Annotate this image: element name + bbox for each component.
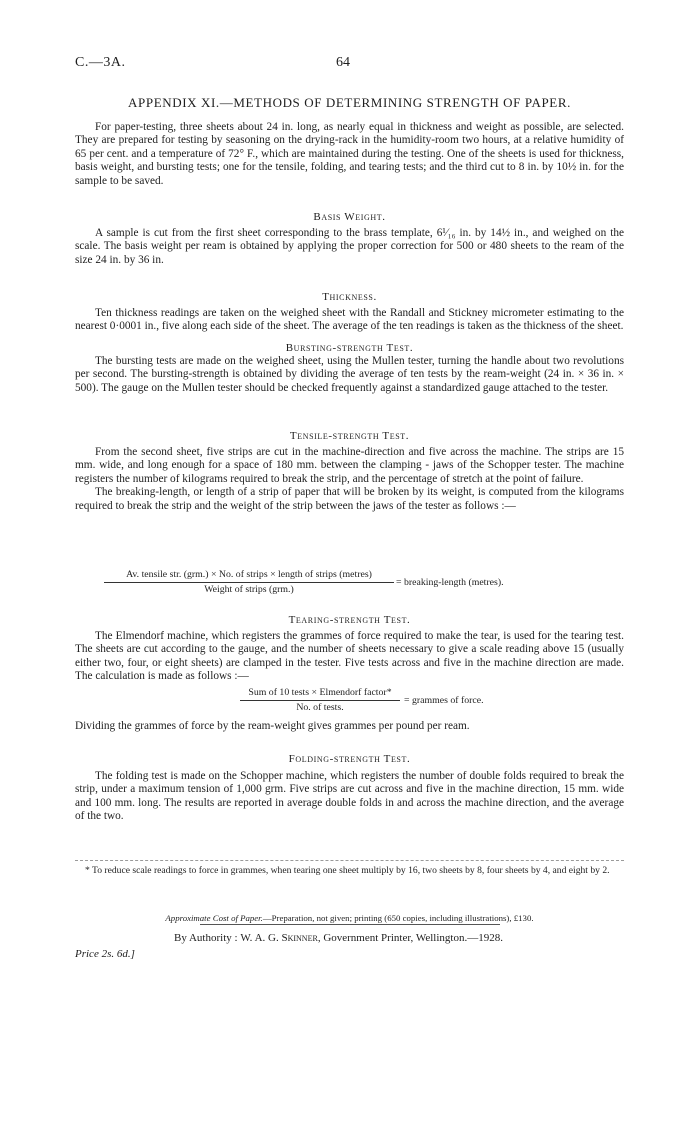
tearing-paragraph-2 <box>75 720 624 733</box>
tearing-text-2: Dividing the grammes of force by the ream-weight gives grammes per pound per ream. <box>75 720 470 732</box>
document-reference: C.—3A. <box>75 55 126 70</box>
appendix-title: APPENDIX XI.—METHODS OF DETERMINING STRENGTH OF PAPER. <box>128 95 571 110</box>
price: Price 2s. 6d.] <box>75 948 135 960</box>
tensile-formula-fraction <box>104 569 394 596</box>
thickness-text: Ten thickness readings are taken on the weighed sheet with the Randall and Stickney micrometer estimating to the nearest 0·0001 in., five along each side of the sheet. The average of the ten readings is taken as the thickness of the sheet. <box>75 307 624 333</box>
tensile-formula-denominator: Weight of strips (grm.) <box>204 584 294 595</box>
footnote-text: * To reduce scale readings to force in grammes, when tearing one sheet multiply by 16, two sheets by 8, four sheets by 4, and eight by 2. <box>85 865 610 876</box>
bursting-paragraph <box>75 355 624 395</box>
tensile-text-1: From the second sheet, five strips are cut in the machine-direction and five across the machine. The strips are 15 mm. wide, and long enough for a space of 180 mm. between the clamping - jaws of the Schopper tester. The machine registers the number of kilograms required to break the strip, and the percentage of stretch at the point of failure. <box>75 446 624 485</box>
bursting-text: The bursting tests are made on the weighed sheet, using the Mullen tester, turning the handle about two revolutions per second. The bursting-strength is obtained by dividing the average of ten tests by the ream-weight (24 in. × 36 in. × 500). The gauge on the Mullen tester should be checked frequently against a standardized gauge attached to the tester. <box>75 355 624 394</box>
tensile-formula-result: = breaking-length (metres). <box>396 577 504 588</box>
tensile-paragraph <box>75 446 624 513</box>
folding-text: The folding test is made on the Schopper machine, which registers the number of double folds required to break the strip, under a maximum tension of 1,000 grm. Five strips are cut across and five in the machine direction, 15 mm. wide and 100 mm. long. The results are reported in average double folds in and across the machine direction, and the average of the two. <box>75 770 624 823</box>
printer-name: W. A. G. Skinner <box>240 932 318 944</box>
tearing-formula-numerator: Sum of 10 tests × Elmendorf factor* <box>248 687 392 698</box>
intro-text: For paper-testing, three sheets about 24 in. long, as nearly equal in thickness and weight as possible, are selected. They are prepared for testing by seasoning on the drying-rack in the humidity-room two hours, at a relative humidity of 65 per cent. and a temperature of 72° F., which are maintained during the testing. One of the sheets is used for thickness, basis weight, and bursting tests; one for the tensile, folding, and tearing tests; and the third cut to 8 in. by 10½ in. for the sample to be saved. <box>75 121 624 187</box>
basis-weight-heading: Basis Weight. <box>313 211 386 223</box>
thickness-heading: Thickness. <box>322 291 377 303</box>
footnote <box>75 865 624 877</box>
tearing-formula-fraction <box>240 687 400 714</box>
authority-suffix: , Government Printer, Wellington.—1928. <box>317 932 503 944</box>
imprint-line <box>174 932 503 944</box>
tearing-formula-result: = grammes of force. <box>404 695 484 706</box>
cost-text: —Preparation, not given; printing (650 copies, including illustrations), £130. <box>262 913 534 923</box>
cost-note <box>75 913 624 923</box>
thickness-paragraph <box>75 307 624 334</box>
fraction-bar <box>104 582 394 583</box>
intro-paragraph <box>75 121 624 188</box>
tearing-heading: Tearing-strength Test. <box>288 614 411 626</box>
imprint-rule <box>200 924 500 925</box>
tearing-formula-denominator: No. of tests. <box>296 702 344 713</box>
cost-label: Approximate Cost of Paper. <box>165 913 263 923</box>
basis-weight-paragraph <box>75 227 624 267</box>
page-number: 64 <box>336 55 350 70</box>
folding-paragraph <box>75 770 624 824</box>
folding-heading: Folding-strength Test. <box>288 753 411 765</box>
tearing-text-1: The Elmendorf machine, which registers the grammes of force required to make the tear, is used for the tearing test. The sheets are cut according to the gauge, and the number of sheets necessary to give a scale reading above 15 (usually either two, four, or eight sheets) are clamped in the tester. Five tests across and five in the machine direction are made. The calculation is made as follows :— <box>75 630 624 683</box>
tearing-paragraph <box>75 630 624 684</box>
tensile-heading: Tensile-strength Test. <box>289 430 410 442</box>
footnote-divider <box>75 860 624 861</box>
tensile-text-2: The breaking-length, or length of a strip of paper that will be broken by its weight, is computed from the kilograms required to break the strip and the weight of the strip between the jaws of the tester as follows :— <box>75 486 624 512</box>
bursting-heading: Bursting-strength Test. <box>285 342 414 354</box>
fraction-bar <box>240 700 400 701</box>
authority-prefix: By Authority : <box>174 932 238 944</box>
basis-weight-text: A sample is cut from the first sheet corresponding to the brass template, 6¹⁄₁₆ in. by 14½ in., and weighed on the scale. The basis weight per ream is obtained by applying the proper correction for 500 or 480 sheets to the ream of the size 24 in. by 36 in. <box>75 227 624 266</box>
tensile-formula-numerator: Av. tensile str. (grm.) × No. of strips × length of strips (metres) <box>126 569 372 580</box>
